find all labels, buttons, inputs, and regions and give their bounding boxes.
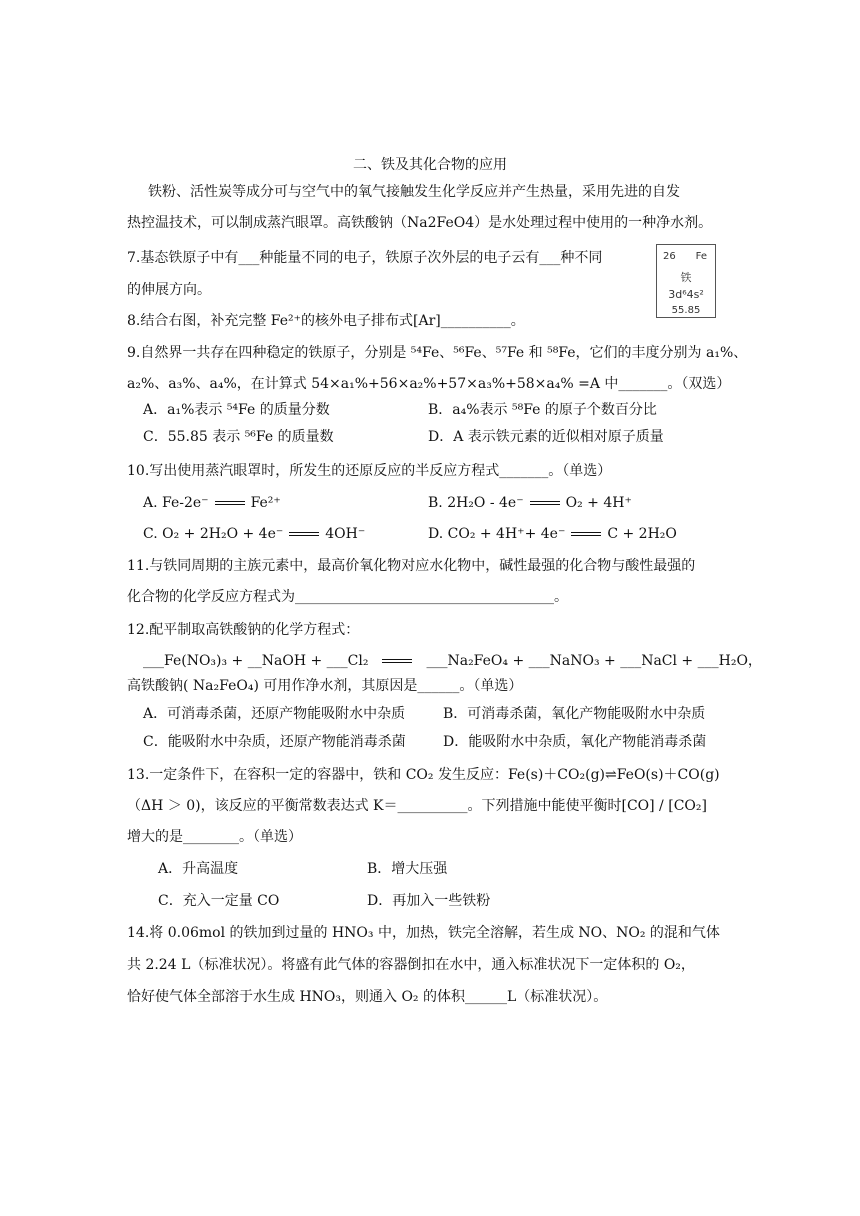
q10-option-d (428, 524, 677, 544)
q7-line-2: 的伸展方向。 (127, 282, 211, 298)
q9-option-d: D．A 表示铁元素的近似相对原子质量 (428, 429, 664, 445)
q12-option-b: B．可消毒杀菌，氧化产物能吸附水中杂质 (443, 706, 706, 722)
element-symbol: Fe (695, 251, 707, 262)
q10-a-right: Fe²⁺ (250, 495, 281, 511)
equals-arrow-icon (382, 659, 412, 663)
element-name: 铁 (680, 271, 692, 284)
q10-a-left: A. Fe-2e⁻ (143, 495, 209, 511)
q9-line-2: a₂%、a₃%、a₄%，在计算式 54×a₁%+56×a₂%+57×a₃%+58×a₄% =A 中_______。（双选） (127, 376, 731, 392)
q13-option-c: C．充入一定量 CO (158, 893, 280, 909)
intro-line-2: 热控温技术，可以制成蒸汽眼罩。高铁酸钠（Na2FeO4）是水处理过程中使用的一种净水剂。 (127, 215, 713, 231)
q12-stem: 12.配平制取高铁酸钠的化学方程式： (127, 622, 360, 638)
element-number: 26 (663, 251, 676, 262)
q9-option-b: B．a₄%表示 ⁵⁸Fe 的原子个数百分比 (428, 402, 657, 418)
q14-line-1: 14.将 0.06mol 的铁加到过量的 HNO₃ 中，加热，铁完全溶解，若生成 NO、NO₂ 的混和气体 (127, 925, 720, 941)
q8-text: 8.结合右图，补充完整 Fe²⁺的核外电子排布式[Ar]__________。 (127, 313, 525, 329)
q13-option-d: D．再加入一些铁粉 (367, 893, 491, 909)
q12-option-a: A．可消毒杀菌，还原产物能吸附水中杂质 (143, 706, 406, 722)
q9-line-1: 9.自然界一共存在四种稳定的铁原子，分别是 ⁵⁴Fe、⁵⁶Fe、⁵⁷Fe 和 ⁵⁸Fe，它们的丰度分别为 a₁%、 (127, 345, 748, 361)
q10-c-left: C. O₂ + 2H₂O + 4e⁻ (143, 526, 284, 542)
equals-arrow-icon (215, 501, 245, 505)
q10-option-c (143, 524, 365, 544)
q10-stem: 10.写出使用蒸汽眼罩时，所发生的还原反应的半反应方程式_______。（单选） (127, 463, 612, 479)
q11-line-1: 11.与铁同周期的主族元素中，最高价氧化物对应水化物中，碱性最强的化合物与酸性最强的 (127, 558, 696, 574)
element-config: 3d⁶4s² (668, 288, 704, 301)
q14-line-3: 恰好使气体全部溶于水生成 HNO₃，则通入 O₂ 的体积______L（标准状况）。 (127, 989, 608, 1005)
q10-b-left: B. 2H₂O - 4e⁻ (428, 495, 524, 511)
intro-line-1: 铁粉、活性炭等成分可与空气中的氧气接触发生化学反应并产生热量，采用先进的自发 (148, 184, 680, 200)
q12-question: 高铁酸钠( Na₂FeO₄) 可用作净水剂，其原因是______。（单选） (127, 678, 523, 694)
q7-line-1: 7.基态铁原子中有___种能量不同的电子，铁原子次外层的电子云有___种不同 (127, 250, 603, 266)
element-card-fe (656, 244, 716, 318)
q13-option-a: A．升高温度 (158, 861, 239, 877)
q12-option-d: D．能吸附水中杂质，氧化产物能消毒杀菌 (443, 734, 707, 750)
q10-d-right: C + 2H₂O (607, 526, 677, 542)
q10-b-right: O₂ + 4H⁺ (565, 495, 632, 511)
q12-equation (143, 651, 762, 671)
q13-option-b: B．增大压强 (367, 861, 448, 877)
q12-option-c: C．能吸附水中杂质，还原产物能消毒杀菌 (143, 734, 406, 750)
section-title: 二、铁及其化合物的应用 (353, 157, 507, 173)
equals-arrow-icon (289, 532, 319, 536)
equals-arrow-icon (530, 501, 560, 505)
q12-eq-right: ___Na₂FeO₄ + ___NaNO₃ + ___NaCl + ___H₂O， (426, 653, 762, 669)
q10-c-right: 4OH⁻ (325, 526, 366, 542)
q14-line-2: 共 2.24 L（标准状况）。将盛有此气体的容器倒扣在水中，通入标准状况下一定体积的 O₂， (127, 957, 695, 973)
q13-line-1: 13.一定条件下，在容积一定的容器中，铁和 CO₂ 发生反应：Fe(s)＋CO₂(g)⇌FeO(s)＋CO(g) (127, 767, 720, 783)
element-mass: 55.85 (671, 305, 701, 316)
q12-eq-left: ___Fe(NO₃)₃ + __NaOH + ___Cl₂ (143, 653, 369, 669)
q9-option-c: C．55.85 表示 ⁵⁶Fe 的质量数 (143, 429, 334, 445)
q13-line-2: （ΔH ＞ 0)，该反应的平衡常数表达式 K＝__________。下列措施中能使平衡时[CO] / [CO₂] (127, 798, 707, 814)
q10-option-b (428, 493, 632, 513)
equals-arrow-icon (571, 532, 601, 536)
q10-option-a (143, 493, 281, 513)
q9-option-a: A．a₁%表示 ⁵⁴Fe 的质量分数 (143, 402, 330, 418)
q11-line-2: 化合物的化学反应方程式为_____________________________________。 (127, 589, 568, 605)
q13-line-3: 增大的是________。（单选） (127, 829, 302, 845)
q10-d-left: D. CO₂ + 4H⁺+ 4e⁻ (428, 526, 566, 542)
